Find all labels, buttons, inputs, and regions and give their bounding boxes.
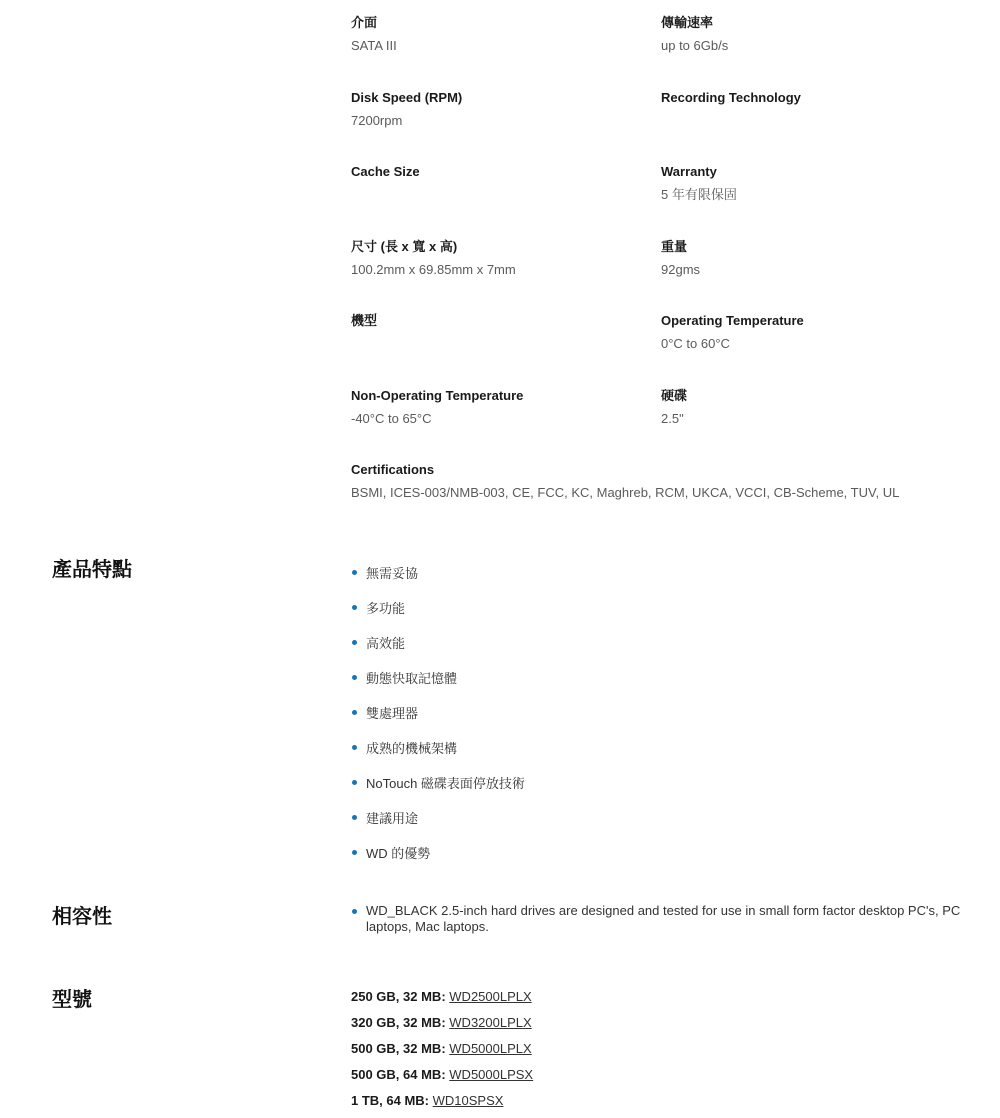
spec-label: Certifications	[351, 462, 435, 477]
spec-transfer-rate	[661, 14, 971, 89]
spec-label: 重量	[661, 238, 688, 254]
feature-item[interactable]	[351, 555, 971, 590]
bullet-icon	[352, 850, 357, 855]
bullet-icon	[352, 570, 357, 575]
spec-label: 傳輸速率	[661, 15, 714, 30]
spec-weight	[661, 238, 971, 313]
spec-row	[351, 89, 971, 164]
feature-label: NoTouch 磁碟表面停放技術	[366, 776, 525, 791]
model-capacity: 500 GB, 32 MB:	[351, 1041, 446, 1056]
spec-value	[661, 112, 971, 130]
model-link[interactable]: WD5000LPSX	[449, 1067, 534, 1082]
spec-row	[351, 14, 971, 89]
spec-label: Recording Technology	[661, 89, 801, 105]
feature-label: 建議用途	[366, 811, 419, 826]
feature-label: 無需妥協	[366, 566, 419, 581]
model-item	[351, 1014, 663, 1040]
spec-warranty	[661, 163, 971, 238]
spec-dimensions	[351, 238, 661, 313]
model-item	[351, 1040, 663, 1066]
model-capacity: 320 GB, 32 MB:	[351, 1015, 446, 1030]
model-capacity: 1 TB, 64 MB:	[351, 1093, 430, 1108]
spec-value: 5 年有限保固	[661, 187, 737, 202]
spec-label: Disk Speed (RPM)	[351, 89, 463, 105]
feature-item[interactable]	[351, 800, 971, 835]
spec-non-operating-temperature	[351, 387, 661, 462]
feature-label: 高效能	[366, 636, 406, 651]
spec-value: -40°C to 65°C	[351, 410, 432, 426]
spec-row	[351, 312, 971, 387]
spec-label: Non-Operating Temperature	[351, 387, 524, 403]
model-capacity: 250 GB, 32 MB:	[351, 989, 446, 1004]
bullet-icon	[352, 780, 357, 785]
feature-item[interactable]	[351, 730, 971, 765]
spec-label: 尺寸 (長 x 寬 x 高)	[351, 238, 458, 254]
spec-value: 2.5"	[661, 410, 684, 426]
spec-label: Operating Temperature	[661, 313, 804, 328]
bullet-icon	[352, 640, 357, 645]
spec-row	[351, 387, 971, 462]
model-item	[351, 1092, 663, 1118]
spec-value: 100.2mm x 69.85mm x 7mm	[351, 261, 516, 277]
feature-item[interactable]	[351, 695, 971, 730]
bullet-icon	[352, 710, 357, 715]
spec-value	[351, 335, 661, 353]
feature-item[interactable]	[351, 835, 971, 870]
model-link[interactable]: WD3200LPLX	[449, 1015, 532, 1030]
spec-cache-size	[351, 163, 661, 238]
features-title: 產品特點	[52, 559, 132, 581]
spec-row	[351, 163, 971, 238]
spec-label: 硬碟	[661, 387, 688, 403]
feature-label: 成熟的機械架構	[366, 741, 458, 756]
compatibility-item	[351, 903, 961, 935]
bullet-icon	[352, 605, 357, 610]
spec-interface	[351, 14, 661, 89]
spec-form-factor	[661, 387, 971, 462]
model-link[interactable]: WD10SPSX	[432, 1093, 504, 1108]
feature-label: 雙處理器	[366, 706, 419, 721]
bullet-icon	[352, 815, 357, 820]
features-list	[351, 555, 971, 870]
spec-label: Cache Size	[351, 164, 420, 179]
feature-label: 多功能	[366, 601, 406, 616]
spec-label: 機型	[351, 313, 378, 328]
compatibility-title: 相容性	[52, 906, 112, 928]
spec-certifications	[351, 461, 971, 536]
bullet-icon	[352, 675, 357, 680]
models-title: 型號	[52, 989, 92, 1011]
spec-value: 0°C to 60°C	[661, 336, 730, 351]
spec-value	[351, 186, 661, 204]
spec-table	[351, 14, 971, 536]
model-capacity: 500 GB, 64 MB:	[351, 1067, 446, 1082]
spec-value: 92gms	[661, 261, 701, 277]
model-link[interactable]: WD5000LPLX	[449, 1041, 532, 1056]
feature-item[interactable]	[351, 625, 971, 660]
spec-value: up to 6Gb/s	[661, 38, 729, 53]
spec-label: 介面	[351, 15, 378, 30]
spec-value: 7200rpm	[351, 112, 403, 128]
spec-operating-temperature	[661, 312, 971, 387]
feature-label: WD 的優勢	[366, 846, 431, 861]
feature-item[interactable]	[351, 765, 971, 800]
bullet-icon	[352, 909, 357, 914]
models-list	[351, 988, 971, 1118]
compatibility-list	[351, 903, 961, 935]
spec-label: Warranty	[661, 164, 717, 179]
model-item	[351, 988, 663, 1014]
spec-row	[351, 461, 971, 536]
model-link[interactable]: WD2500LPLX	[449, 989, 532, 1004]
feature-item[interactable]	[351, 660, 971, 695]
spec-row	[351, 238, 971, 313]
feature-label: 動態快取記憶體	[366, 671, 458, 686]
spec-value: BSMI, ICES-003/NMB-003, CE, FCC, KC, Maghreb, RCM, UKCA, VCCI, CB-Scheme, TUV, UL	[351, 485, 900, 500]
model-item	[351, 1066, 663, 1092]
spec-model-type	[351, 312, 661, 387]
spec-disk-speed	[351, 89, 661, 164]
bullet-icon	[352, 745, 357, 750]
feature-item[interactable]	[351, 590, 971, 625]
spec-value: SATA III	[351, 38, 397, 53]
compatibility-text: WD_BLACK 2.5-inch hard drives are designed and tested for use in small form factor desktop PC's, PC laptops, Mac laptops.	[366, 903, 961, 934]
spec-recording-technology	[661, 89, 971, 164]
